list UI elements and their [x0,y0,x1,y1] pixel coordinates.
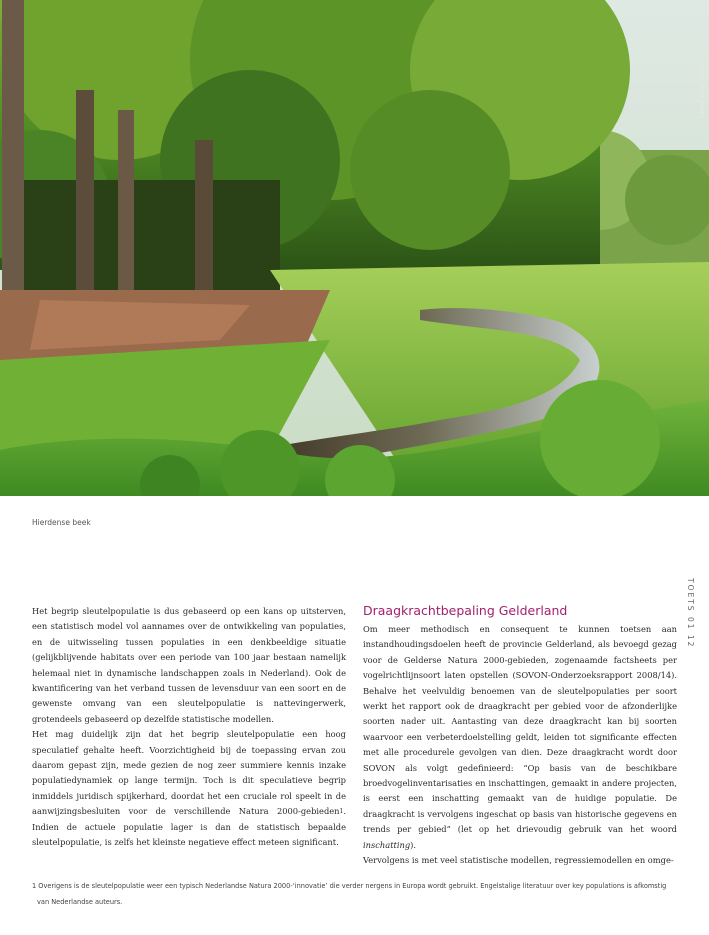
section-heading: Draagkrachtbepaling Gelderland [363,603,568,618]
left-paragraph-1-text: Het begrip sleutelpopulatie is dus gebaseerd op een kans op uitsterven, een statistisch model vol aannames over de ontwikkeling van populaties, en de uitwisseling tussen populaties in een denkbeeldige situatie (gelijkblijvende habitats over een periode van 100 jaar bestaan namelijk helemaal niet in dynamische landschappen zoals in Nederland). Ook de kwantificering van het verband tussen de levensduur van een soort en de gewenste omvang van een sleutelpopulatie is nattevingerwerk, grotendeels gebaseerd op dezelfde statistische modellen. [32,606,346,724]
footnote [32,878,672,910]
left-column [32,604,346,851]
footnote-line-1: 1 Overigens is de sleutelpopulatie weer een typisch Nederlandse Natura 2000-‘innovatie’ die verder nergens in Europa wordt gebruikt. Engelstalige literatuur over key populations is afkomstig [32,882,667,890]
left-paragraph-2-text-end: . Indien de actuele populatie lager is dan de statistisch bepaalde sleutelpopulatie, is zelfs het kleinste negatieve effect meteen significant. [32,806,346,848]
right-paragraph-1 [363,622,677,853]
footnote-ref: 1 [339,808,344,816]
footnote-line-2: van Nederlandse auteurs. [37,898,123,906]
emphasis-word: inschatting [363,839,411,850]
photo-credit: Foto: Bert Maes [698,64,705,119]
left-paragraph-1 [32,604,346,727]
left-paragraph-2 [32,727,346,850]
left-paragraph-2-text: Het mag duidelijk zijn dat het begrip sleutelpopulatie een hoog speculatief gehalte heeft. Voorzichtigheid bij de toepassing ervan zou daarom gepast zijn, mede gezien de nog zeer summiere kennis inzake populatiedynamiek op lange termijn. Toch is dit speculatieve begrip inmiddels juridisch spijkerhard, doordat het een cruciale rol speelt in de aanwijzingsbesluiten voor de verschillende Natura 2000-gebieden [32,729,346,817]
photo-caption: Hierdense beek [32,518,91,527]
right-paragraph-2: Vervolgens is met veel statistische modellen, regressiemodellen en omge- [363,855,674,866]
right-paragraph-1-text: Om meer methodisch en consequent te kunnen toetsen aan instandhoudingsdoelen heeft de provincie Gelderland, als bevoegd gezag voor de Gelderse Natura 2000-gebieden, zogenaamde factsheets per vogelrichtlijnsoort laten opstellen (SOVON-Onderzoeksrapport 2008/14). Behalve het veelvuldig benoemen van de sleutelpopulaties per soort werkt het rapport ook de draagkracht per gebied voor de afzonderlijke soorten nader uit. Aantasting van deze draagkracht kan bij soorten waarvoor een verbeterdoelstelling geldt, leiden tot significante effecten met alle procedurele gevolgen van dien. Deze draagkracht wordt door SOVON als volgt gedefinieerd: “Op basis van de beschikbare broedvogelinventarisaties en inschattingen, gemaakt in andere projecten, is eerst een inschatting gemaakt van de huidige populatie. De draagkracht is vervolgens ingeschat op basis van historische gegevens en trends per gebied” (let op het drievoudig gebruik van het woord [363,624,677,835]
page-folio: TOETS 01 12 [686,578,695,649]
right-paragraph-1-end: ). [410,839,417,850]
right-column [363,602,677,869]
